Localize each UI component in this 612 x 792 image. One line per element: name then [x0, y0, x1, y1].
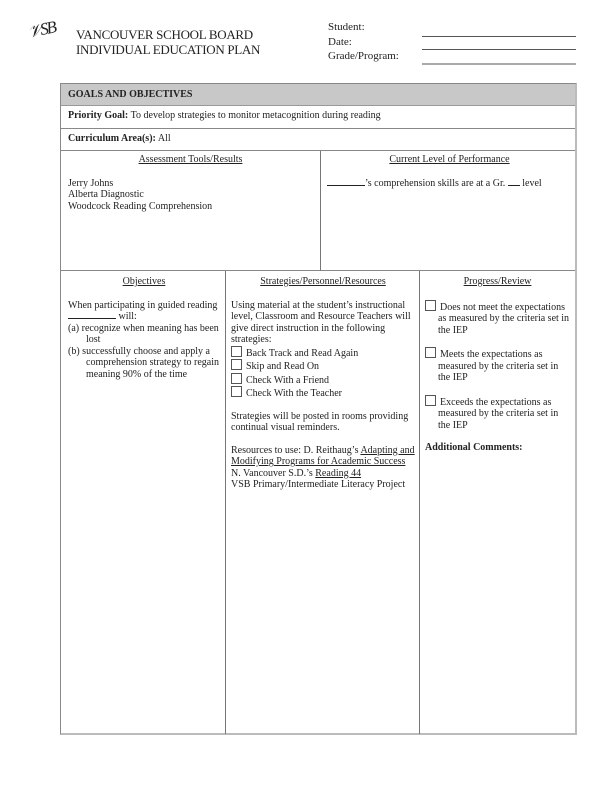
- strategy-checkbox[interactable]: [231, 359, 415, 373]
- resources-label: Resources to use: D. Reithaug’s: [231, 444, 359, 456]
- student-info: [328, 20, 399, 64]
- goals-table: [60, 83, 577, 735]
- checkbox-icon[interactable]: [231, 346, 242, 357]
- assessment-cell: [68, 154, 313, 212]
- assessment-item: Woodcock Reading Comprehension: [68, 200, 213, 212]
- priority-value: To develop strategies to monitor metacognition during reading: [130, 110, 381, 121]
- grade-field[interactable]: [422, 63, 576, 65]
- vsb-logo: 𝒱SB: [26, 17, 57, 42]
- resource-vsb: VSB Primary/Intermediate Literacy Project: [231, 479, 406, 490]
- objectives-cell: [68, 276, 220, 380]
- curriculum-label: Curriculum Area(s):: [68, 133, 156, 144]
- assessment-item: Alberta Diagnostic: [68, 189, 144, 200]
- priority-goal-row: [61, 106, 575, 129]
- progress-option[interactable]: [425, 347, 570, 384]
- objective-text: recognize when meaning has been lost: [81, 322, 219, 345]
- resource-district: N. Vancouver S.D.’s: [231, 467, 313, 479]
- grade-label: Grade/Program:: [328, 50, 399, 62]
- intro-b: will:: [118, 311, 137, 322]
- objective-item: [68, 346, 220, 381]
- checkbox-icon[interactable]: [425, 347, 436, 358]
- name-blank[interactable]: [327, 185, 365, 186]
- resource-book: Adapting and Modifying Programs for Academic Success: [231, 444, 415, 467]
- performance-cell: [327, 154, 572, 189]
- strategies-cell: [231, 276, 415, 491]
- checkbox-icon[interactable]: [231, 359, 242, 370]
- resource-reading44: Reading 44: [315, 467, 362, 479]
- performance-text-b: level: [522, 177, 542, 189]
- priority-label: Priority Goal:: [68, 110, 129, 121]
- divider: [419, 271, 420, 734]
- progress-option[interactable]: [425, 395, 570, 432]
- assessment-item: Jerry Johns: [68, 177, 114, 189]
- progress-option[interactable]: [425, 300, 570, 337]
- curriculum-value: All: [157, 133, 171, 144]
- progress-heading: Progress/Review: [463, 276, 532, 287]
- divider: [225, 271, 226, 734]
- objective-text: successfully choose and apply a comprehension strategy to regain meaning 90% of the time: [82, 345, 220, 380]
- checkbox-icon[interactable]: [425, 395, 436, 406]
- strategy-label: Skip and Read On: [246, 361, 320, 372]
- title-line-1: VANCOUVER SCHOOL BOARD: [76, 27, 253, 42]
- checkbox-icon[interactable]: [231, 386, 242, 397]
- section-title: GOALS AND OBJECTIVES: [61, 84, 575, 106]
- curriculum-row: [61, 129, 575, 151]
- student-field[interactable]: [422, 36, 576, 37]
- option-label: Meets the expectations as measured by the criteria set in the IEP: [438, 349, 559, 383]
- performance-text-a: ’s comprehension skills are at a Gr.: [365, 177, 506, 189]
- performance-text: [327, 178, 572, 190]
- option-label: Exceeds the expectations as measured by the criteria set in the IEP: [438, 396, 559, 431]
- checkbox-icon[interactable]: [425, 300, 436, 311]
- marker: (a): [68, 322, 80, 334]
- performance-heading: Current Level of Performance: [389, 154, 510, 165]
- strategies-intro: Using material at the student’s instructional level, Classroom and Resource Teachers will give direct instruction in the following strategies:: [231, 299, 411, 345]
- progress-cell: [425, 276, 570, 454]
- student-label: Student:: [328, 21, 365, 33]
- strategy-checkbox[interactable]: [231, 346, 415, 360]
- objectives-intro: [68, 300, 220, 323]
- assessment-heading: Assessment Tools/Results: [138, 154, 243, 165]
- strategy-checkbox[interactable]: [231, 373, 415, 387]
- strategies-heading: Strategies/Personnel/Resources: [260, 276, 386, 287]
- strategy-label: Check With a Friend: [246, 374, 330, 386]
- document-title: [76, 27, 260, 57]
- objectives-heading: Objectives: [122, 276, 166, 287]
- date-label: Date:: [328, 35, 352, 48]
- strategy-checkbox[interactable]: [231, 386, 415, 400]
- resources: [231, 445, 415, 491]
- strategy-label: Back Track and Read Again: [246, 347, 359, 359]
- title-line-2: INDIVIDUAL EDUCATION PLAN: [76, 42, 261, 57]
- strategies-posted: Strategies will be posted in rooms providing continual visual reminders.: [231, 410, 409, 433]
- grade-blank[interactable]: [508, 185, 520, 186]
- date-field[interactable]: [422, 49, 576, 50]
- student-blank[interactable]: [68, 318, 116, 319]
- divider: [320, 151, 321, 271]
- intro-a: When participating in guided reading: [68, 299, 218, 311]
- marker: (b): [68, 345, 80, 357]
- strategy-label: Check With the Teacher: [246, 388, 342, 399]
- option-label: Does not meet the expectations as measured by the criteria set in the IEP: [438, 301, 570, 336]
- objective-item: [68, 323, 220, 346]
- comments-label: Additional Comments:: [425, 442, 523, 453]
- checkbox-icon[interactable]: [231, 373, 242, 384]
